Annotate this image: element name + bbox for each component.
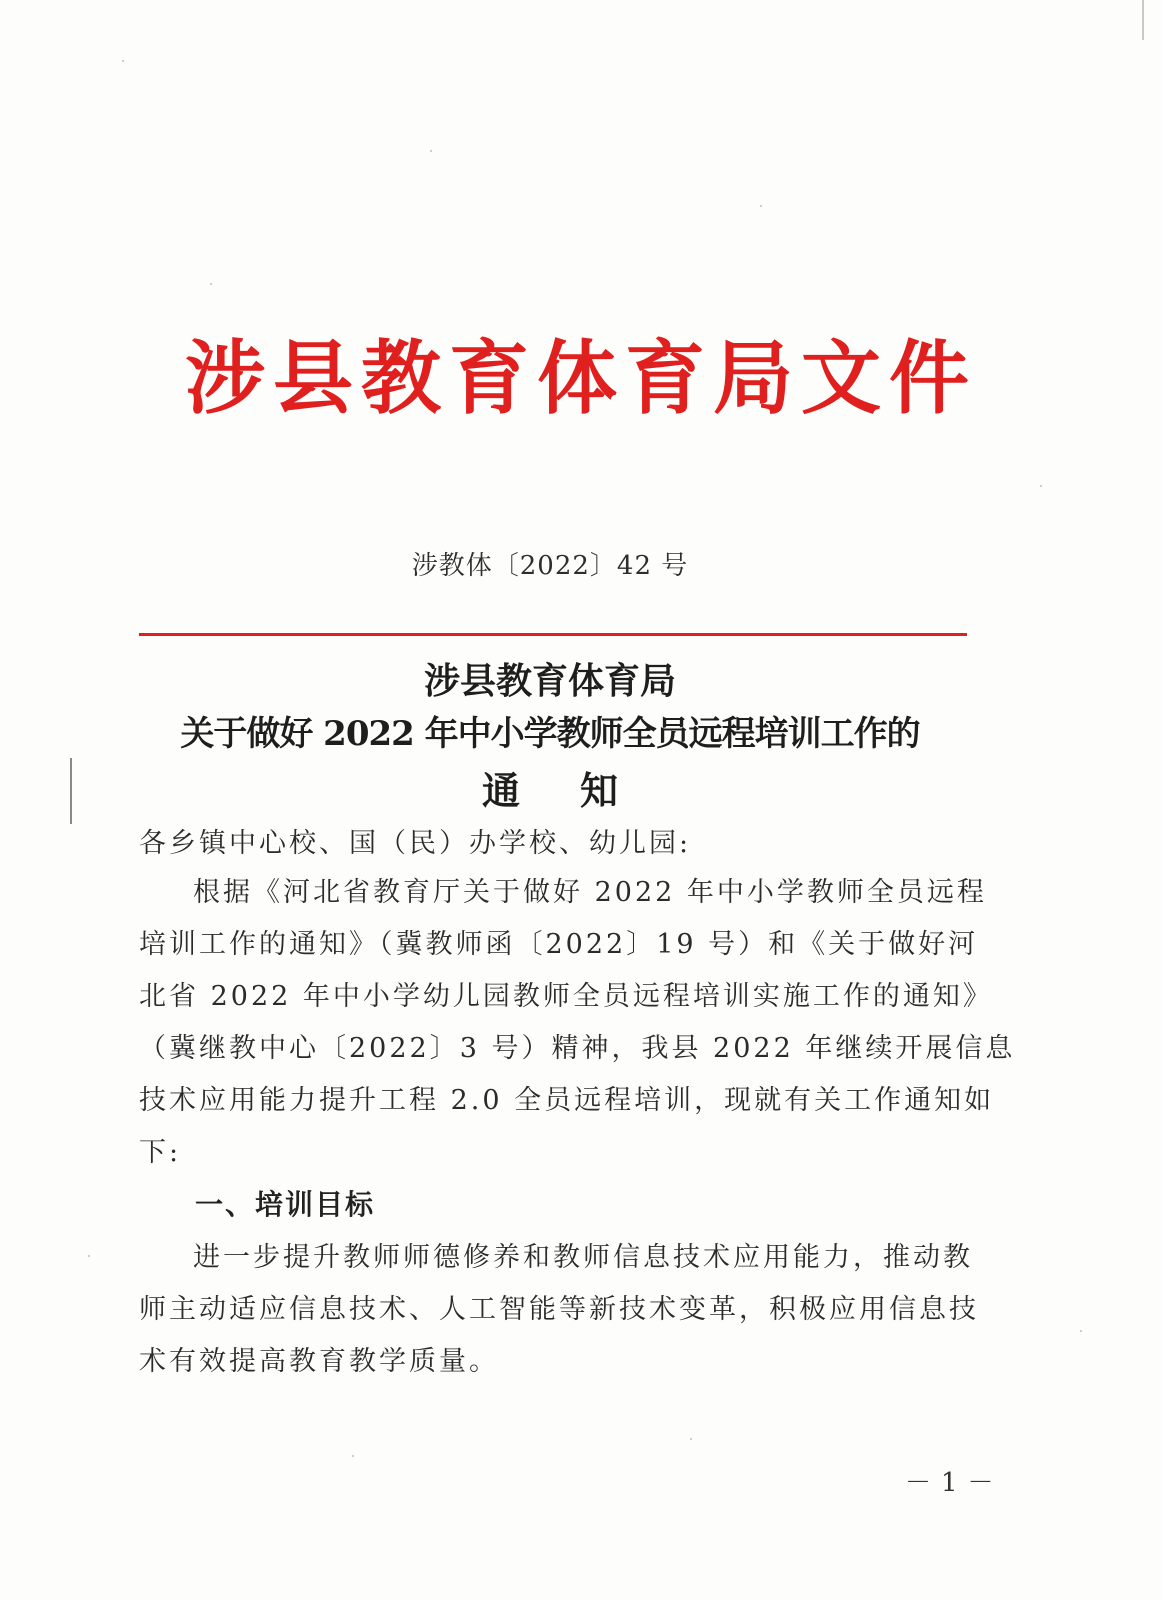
paragraph-basis xyxy=(139,867,1016,1179)
paragraph-line: 术有效提高教育教学质量。 xyxy=(139,1346,499,1377)
section-heading-training-goal: 一、培训目标 xyxy=(195,1188,376,1221)
paragraph-line: 根据《河北省教育厅关于做好 2022 年中小学教师全员远程 xyxy=(193,877,987,908)
title-notice: 通知 xyxy=(481,768,678,813)
paragraph-line: 技术应用能力提升工程 2.0 全员远程培训，现就有关工作通知如 xyxy=(139,1085,995,1116)
scan-speck xyxy=(1040,485,1042,487)
document-masthead: 涉县教育体育局文件 xyxy=(185,331,977,425)
page-number: －1－ xyxy=(905,1468,1004,1498)
scan-speck xyxy=(430,150,432,152)
scan-speck xyxy=(1080,1330,1082,1332)
scan-speck xyxy=(352,1455,354,1457)
paragraph-line: 北省 2022 年中小学幼儿园教师全员远程培训实施工作的通知》 xyxy=(139,981,993,1012)
paragraph-line: 下: xyxy=(139,1137,182,1168)
scan-edge-mark xyxy=(1142,0,1144,40)
paragraph-line: 培训工作的通知》（冀教师函〔2022〕19 号）和《关于做好河 xyxy=(139,929,979,960)
binding-mark xyxy=(70,758,72,824)
scan-speck xyxy=(210,283,212,285)
scan-speck xyxy=(122,60,124,62)
addressee: 各乡镇中心校、国（民）办学校、幼儿园: xyxy=(139,828,692,859)
title-subject: 关于做好 2022 年中小学教师全员远程培训工作的 xyxy=(180,714,920,754)
red-separator-line xyxy=(139,633,967,636)
title-issuer: 涉县教育体育局 xyxy=(423,660,676,702)
paragraph-line: 进一步提升教师师德修养和教师信息技术应用能力，推动教 xyxy=(193,1242,973,1273)
scan-speck xyxy=(760,205,762,207)
scan-speck xyxy=(88,1255,90,1257)
scan-speck xyxy=(690,1438,692,1440)
document-number: 涉教体〔2022〕42 号 xyxy=(411,551,689,581)
paragraph-line: 师主动适应信息技术、人工智能等新技术变革，积极应用信息技 xyxy=(139,1294,979,1325)
paragraph-line: （冀继教中心〔2022〕3 号）精神，我县 2022 年继续开展信息 xyxy=(139,1033,1016,1064)
paragraph-training-goal xyxy=(139,1232,989,1388)
